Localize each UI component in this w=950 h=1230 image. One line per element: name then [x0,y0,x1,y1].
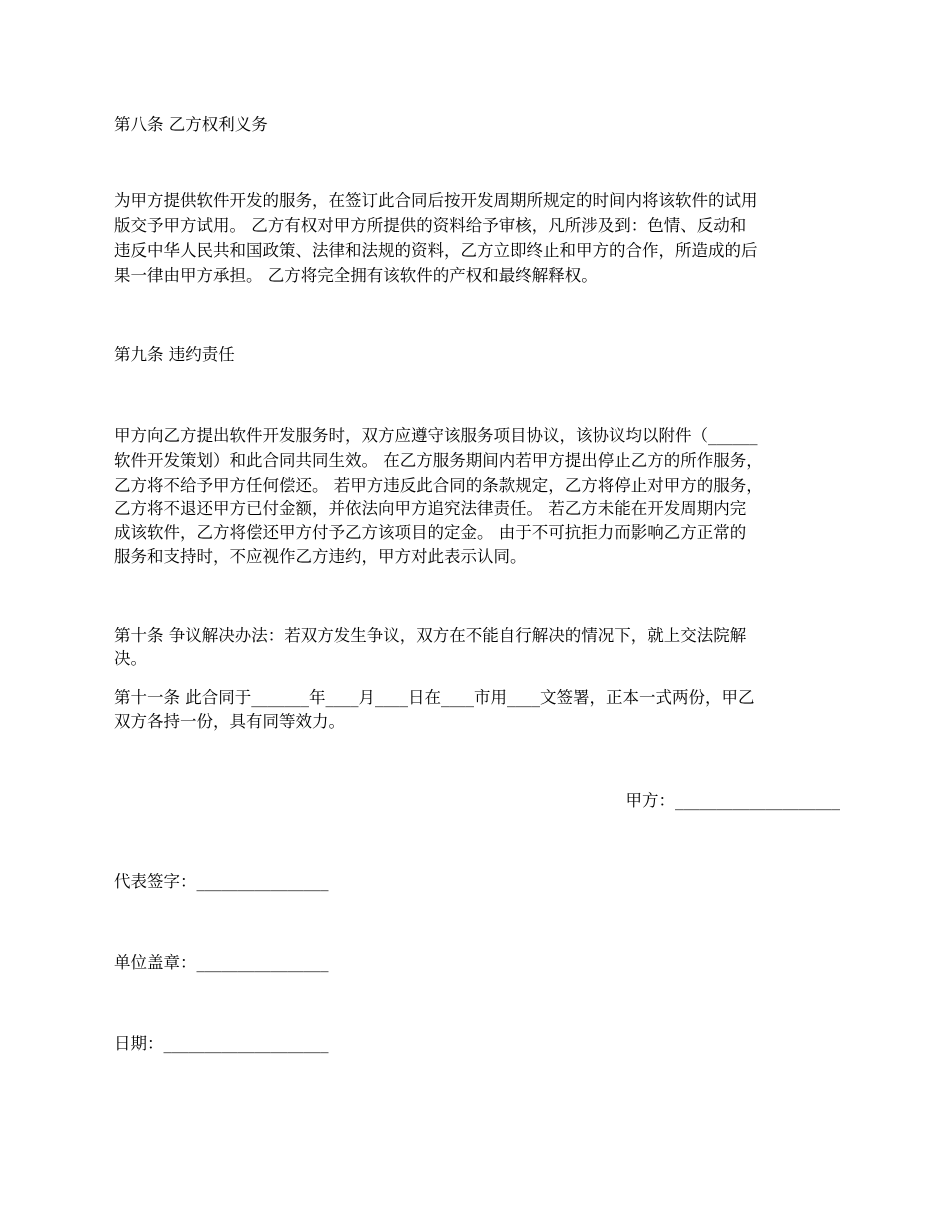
article-10-line-1: 第十条 争议解决办法：若双方发生争议，双方在不能自行解决的情况下，就上交法院解 [114,626,747,645]
article-9-title: 第九条 违约责任 [114,345,235,364]
article-10-line-2: 决。 [114,649,147,668]
date-line: 日期：____________________ [114,1034,329,1053]
article-9-line-6: 服务和支持时，不应视作乙方违约，甲方对此表示认同。 [114,547,527,566]
article-11-line-2: 双方各持一份，具有同等效力。 [114,712,345,731]
article-9-line-5: 成该软件，乙方将偿还甲方付予乙方该项目的定金。 由于不可抗拒力而影响乙方正常的 [114,523,747,542]
article-9-line-2: 软件开发策划）和此合同共同生效。 在乙方服务期间内若甲方提出停止乙方的所作服务， [114,451,763,470]
article-8-line-3: 违反中华人民共和国政策、法律和法规的资料，乙方立即终止和甲方的合作，所造成的后 [114,241,758,260]
party-a-signature-line: 甲方：____________________ [625,791,840,810]
article-8-line-4: 果一律由甲方承担。 乙方将完全拥有该软件的产权和最终解释权。 [114,266,598,285]
representative-signature-line: 代表签字：________________ [114,872,329,891]
article-9-line-1: 甲方向乙方提出软件开发服务时，双方应遵守该服务项目协议，该协议均以附件（______ [114,426,758,445]
article-9-line-4: 乙方将不退还甲方已付金额，并依法向甲方追究法律责任。 若乙方未能在开发周期内完 [114,499,747,518]
article-11-line-1: 第十一条 此合同于_______年____月____日在____市用____文签署，正本一式两份，甲乙 [114,688,755,707]
article-8-title: 第八条 乙方权利义务 [114,115,268,134]
article-9-line-3: 乙方将不给予甲方任何偿还。 若甲方违反此合同的条款规定，乙方将停止对甲方的服务， [114,476,763,495]
article-8-line-2: 版交予甲方试用。 乙方有权对甲方所提供的资料给予审核，凡所涉及到：色情、反动和 [114,216,747,235]
article-8-line-1: 为甲方提供软件开发的服务，在签订此合同后按开发周期所规定的时间内将该软件的试用 [114,191,758,210]
company-seal-line: 单位盖章：________________ [114,953,329,972]
